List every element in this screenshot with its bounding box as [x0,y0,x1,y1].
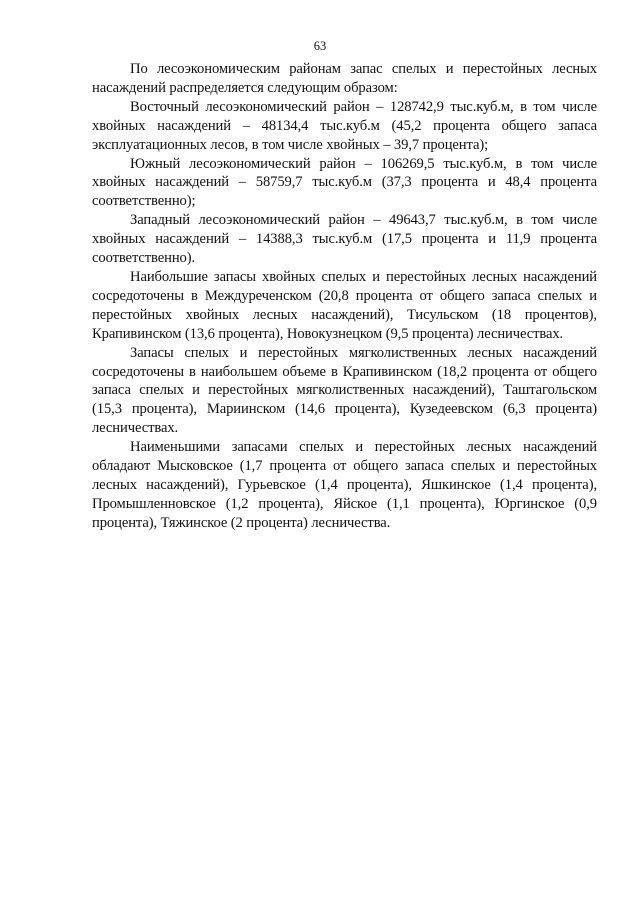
paragraph-smallest-stocks: Наименьшими запасами спелых и перестойных лесных насаждений обладают Мысковское (1,7 процента от общего запаса спелых и перестойных лесных насаждений), Гурьевское (1,4 процента), Яшкинское (1,4 процента), Промышленновское (1,2 процента), Яйское (1,1 процента), Юргинское (0,9 процента), Тяжинское (2 процента) лесничества. [92,439,597,531]
page-number: 63 [313,39,327,53]
paragraph-eastern-district: Восточный лесоэкономический район – 128742,9 тыс.куб.м, в том числе хвойных насаждений – 48134,4 тыс.куб.м (45,2 процента общего запаса эксплуатационных лесов, в том числе хвойных – 39,7 процента); [92,98,597,153]
paragraph-southern-district: Южный лесоэкономический район – 106269,5 тыс.куб.м, в том числе хвойных насаждений – 58759,7 тыс.куб.м (37,3 процента и 48,4 процента соответственно); [92,155,597,210]
paragraph-distribution-intro: По лесоэкономическим районам запас спелых и перестойных лесных насаждений распределяется следующим образом: [92,61,597,96]
document-body [92,60,597,533]
paragraph-coniferous-stocks: Наибольшие запасы хвойных спелых и перестойных лесных насаждений сосредоточены в Междуреченском (20,8 процента от общего запаса спелых и перестойных хвойных лесных насаждений), Тисульском (18 процентов), Крапивинском (13,6 процента), Новокузнецком (9,5 процента) лесничествах. [92,268,597,342]
paragraph-western-district: Западный лесоэкономический район – 49643,7 тыс.куб.м, в том числе хвойных насаждений – 14388,3 тыс.куб.м (17,5 процента и 11,9 процента соответственно). [92,212,597,267]
paragraph-softwood-stocks: Запасы спелых и перестойных мягколиственных лесных насаждений сосредоточены в наибольшем объеме в Крапивинском (18,2 процента от общего запаса спелых и перестойных мягколиственных насаждений), Таштагольском (15,3 процента), Мариинском (14,6 процента), Кузедеевском (6,3 процента) лесничествах. [92,344,597,437]
